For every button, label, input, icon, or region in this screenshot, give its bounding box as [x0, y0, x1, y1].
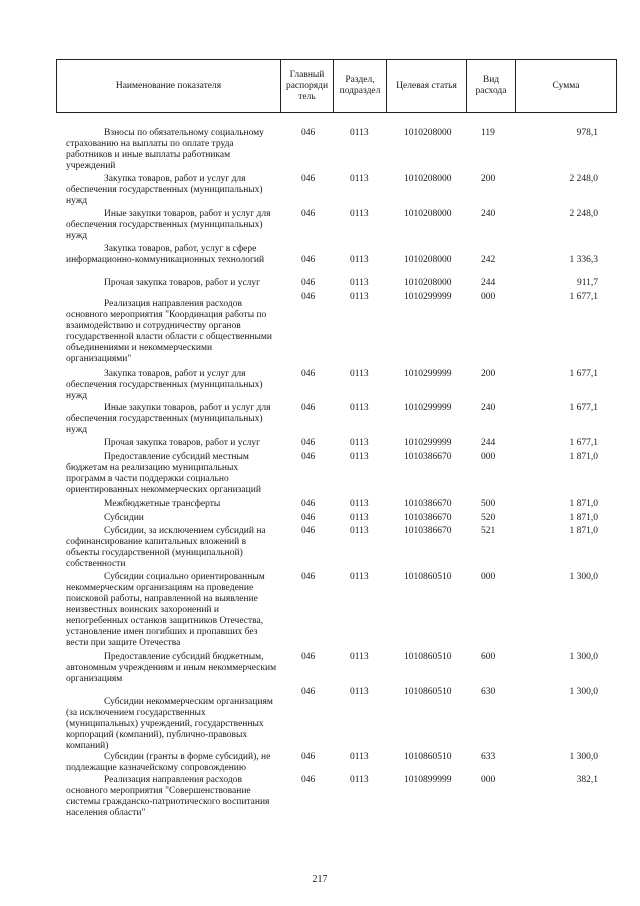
- header-celevaya: Целевая статья: [387, 60, 467, 112]
- row-razdel: 0113: [350, 255, 369, 265]
- row-summa: 382,1: [576, 775, 598, 785]
- row-summa: 1 336,3: [569, 255, 598, 265]
- header-summa: Сумма: [552, 80, 580, 91]
- row-glav: 046: [301, 278, 316, 288]
- row-celevaya: 1010299999: [404, 369, 452, 379]
- row-name: Реализация направления расходов основного мероприятия "Координация работы по взаимодействию и сотрудничеству органов государственной власти области с общественными объединениями и некоммерческими организациями": [66, 299, 272, 364]
- row-vid: 240: [481, 209, 496, 219]
- row-razdel: 0113: [350, 513, 369, 523]
- row-celevaya: 1010299999: [404, 292, 452, 302]
- row-glav: 046: [301, 438, 316, 448]
- row-glav: 046: [301, 752, 316, 762]
- row-razdel: 0113: [350, 128, 369, 138]
- row-name: Закупка товаров, работ и услуг для обеспечения государственных (муниципальных) нужд: [66, 174, 263, 206]
- row-razdel: 0113: [350, 499, 369, 509]
- row-summa: 2 248,0: [569, 174, 598, 184]
- row-razdel: 0113: [350, 278, 369, 288]
- row-name: Предоставление субсидий бюджетным, автономным учреждениям и иным некоммерческим организациям: [66, 652, 277, 684]
- header-name: Наименование показателя: [57, 60, 281, 112]
- row-razdel: 0113: [350, 775, 369, 785]
- row-vid: 240: [481, 403, 496, 413]
- row-vid: 242: [481, 255, 496, 265]
- row-glav: 046: [301, 513, 316, 523]
- row-razdel: 0113: [350, 572, 369, 582]
- row-summa: 1 300,0: [569, 687, 598, 697]
- row-celevaya: 1010208000: [404, 209, 452, 219]
- row-celevaya: 1010860510: [404, 572, 452, 582]
- row-razdel: 0113: [350, 452, 369, 462]
- header-vid: Вид расхода: [467, 60, 516, 112]
- row-celevaya: 1010386670: [404, 499, 452, 509]
- row-celevaya: 1010386670: [404, 452, 452, 462]
- row-vid: 500: [481, 499, 496, 509]
- row-razdel: 0113: [350, 292, 369, 302]
- row-summa: 1 300,0: [569, 572, 598, 582]
- row-razdel: 0113: [350, 403, 369, 413]
- row-name: Предоставление субсидий местным бюджетам на реализацию муниципальных программ в части поддержки социально ориентированных некоммерческих организаций: [66, 452, 261, 495]
- row-razdel: 0113: [350, 438, 369, 448]
- row-razdel: 0113: [350, 174, 369, 184]
- row-vid: 000: [481, 572, 496, 582]
- row-summa: 1 677,1: [569, 369, 598, 379]
- row-glav: 046: [301, 128, 316, 138]
- header-razdel: Раздел, подраздел: [334, 60, 387, 112]
- row-name: Прочая закупка товаров, работ и услуг: [104, 438, 261, 448]
- table-header: [56, 59, 617, 113]
- row-glav: 046: [301, 403, 316, 413]
- row-celevaya: 1010208000: [404, 255, 452, 265]
- row-vid: 520: [481, 513, 496, 523]
- row-glav: 046: [301, 174, 316, 184]
- row-summa: 1 871,0: [569, 526, 598, 536]
- row-celevaya: 1010208000: [404, 128, 452, 138]
- row-name: Межбюджетные трансферты: [104, 499, 221, 509]
- row-vid: 244: [481, 278, 496, 288]
- header-glav: Главный распоряди тель: [281, 60, 334, 112]
- row-name: Иные закупки товаров, работ и услуг для обеспечения государственных (муниципальных) нужд: [66, 209, 271, 241]
- row-celevaya: 1010860510: [404, 652, 452, 662]
- row-glav: 046: [301, 687, 316, 697]
- row-vid: 000: [481, 292, 496, 302]
- row-celevaya: 1010386670: [404, 526, 452, 536]
- row-summa: 1 871,0: [569, 513, 598, 523]
- row-name: Реализация направления расходов основного мероприятия "Совершенствование системы гражданско-патриотического воспитания населения области": [66, 775, 270, 818]
- row-summa: 1 677,1: [569, 438, 598, 448]
- row-razdel: 0113: [350, 652, 369, 662]
- row-vid: 200: [481, 174, 496, 184]
- row-vid: 000: [481, 775, 496, 785]
- row-glav: 046: [301, 369, 316, 379]
- row-name: Закупка товаров, работ, услуг в сфере информационно-коммуникационных технологий: [66, 244, 265, 265]
- row-name: Иные закупки товаров, работ и услуг для обеспечения государственных (муниципальных) нужд: [66, 403, 271, 435]
- row-name: Взносы по обязательному социальному страхованию на выплаты по оплате труда работников и иные выплаты работникам учреждений: [66, 128, 264, 171]
- row-glav: 046: [301, 526, 316, 536]
- row-glav: 046: [301, 209, 316, 219]
- row-glav: 046: [301, 255, 316, 265]
- row-vid: 630: [481, 687, 496, 697]
- page-number: 217: [312, 874, 328, 885]
- row-celevaya: 1010860510: [404, 687, 452, 697]
- row-summa: 1 871,0: [569, 499, 598, 509]
- row-name: Закупка товаров, работ и услуг для обеспечения государственных (муниципальных) нужд: [66, 369, 263, 401]
- row-glav: 046: [301, 775, 316, 785]
- row-name: Прочая закупка товаров, работ и услуг: [104, 278, 261, 288]
- row-celevaya: 1010386670: [404, 513, 452, 523]
- row-summa: 978,1: [576, 128, 598, 138]
- row-glav: 046: [301, 292, 316, 302]
- row-vid: 600: [481, 652, 496, 662]
- row-name: Субсидии некоммерческим организациям (за исключением государственных (муниципальных) учреждений, государственных корпораций (компаний), публично-правовых компаний): [66, 697, 273, 751]
- row-name: Субсидии (гранты в форме субсидий), не подлежащие казначейскому сопровождению: [66, 752, 271, 773]
- row-glav: 046: [301, 652, 316, 662]
- row-glav: 046: [301, 572, 316, 582]
- row-razdel: 0113: [350, 687, 369, 697]
- row-celevaya: 1010860510: [404, 752, 452, 762]
- row-summa: 1 300,0: [569, 752, 598, 762]
- row-summa: 1 300,0: [569, 652, 598, 662]
- row-celevaya: 1010208000: [404, 174, 452, 184]
- row-name: Субсидии социально ориентированным некоммерческим организациям на проведение поисковой работы, направленной на выявление неизвестных воинских захоронений и непогребенных останков защитников Отечества, установление имен погибших и пропавших без вести при защите Отечества: [66, 572, 265, 648]
- row-vid: 244: [481, 438, 496, 448]
- row-razdel: 0113: [350, 209, 369, 219]
- row-summa: 1 677,1: [569, 403, 598, 413]
- row-name: Субсидии: [104, 513, 144, 523]
- row-razdel: 0113: [350, 752, 369, 762]
- row-vid: 119: [481, 128, 495, 138]
- row-celevaya: 1010299999: [404, 403, 452, 413]
- row-vid: 200: [481, 369, 496, 379]
- row-vid: 633: [481, 752, 496, 762]
- row-summa: 1 871,0: [569, 452, 598, 462]
- row-summa: 911,7: [576, 278, 598, 288]
- row-razdel: 0113: [350, 526, 369, 536]
- row-glav: 046: [301, 452, 316, 462]
- row-razdel: 0113: [350, 369, 369, 379]
- row-celevaya: 1010899999: [404, 775, 452, 785]
- row-celevaya: 1010208000: [404, 278, 452, 288]
- row-name: Субсидии, за исключением субсидий на софинансирование капитальных вложений в объекты государственной (муниципальной) собственности: [66, 526, 266, 569]
- row-glav: 046: [301, 499, 316, 509]
- row-vid: 000: [481, 452, 496, 462]
- row-summa: 2 248,0: [569, 209, 598, 219]
- row-vid: 521: [481, 526, 496, 536]
- row-summa: 1 677,1: [569, 292, 598, 302]
- row-celevaya: 1010299999: [404, 438, 452, 448]
